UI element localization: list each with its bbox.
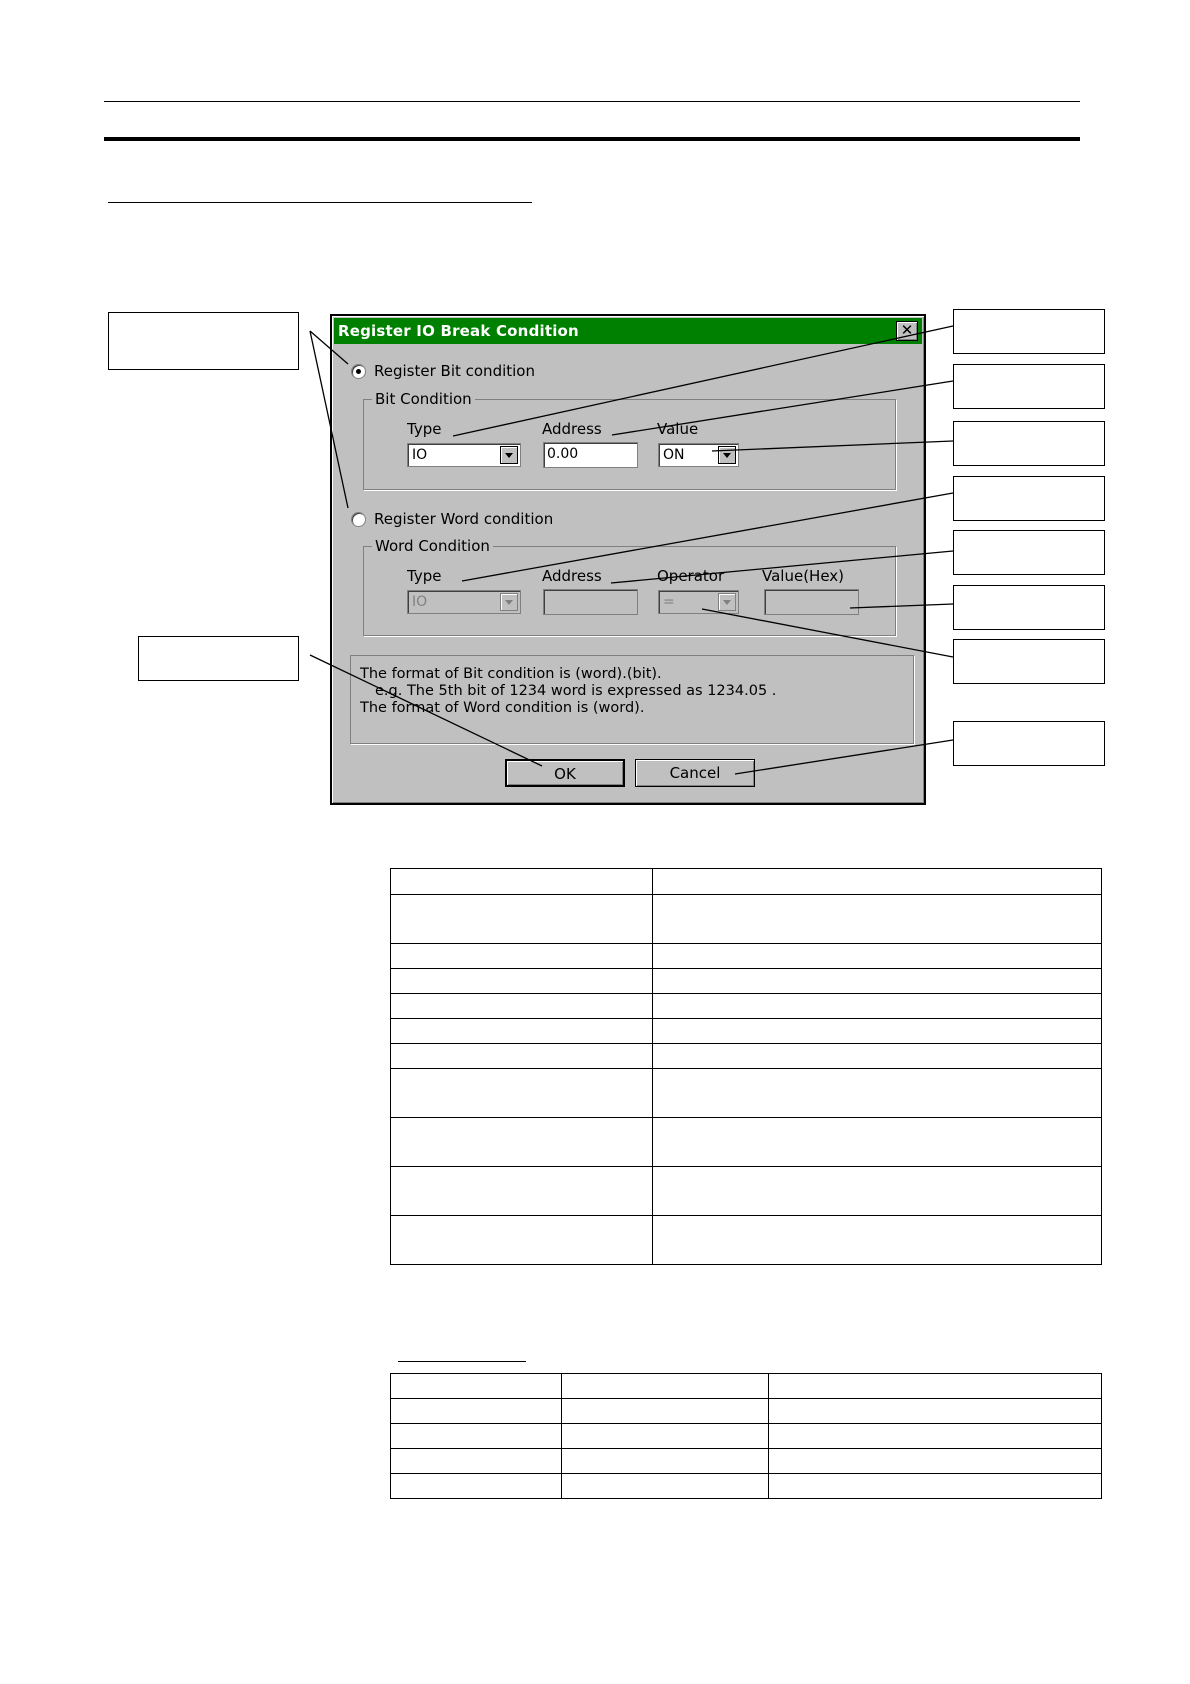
- callout-word-value: [953, 585, 1105, 630]
- bit-condition-group-label: Bit Condition: [372, 390, 475, 408]
- table-row: [391, 1044, 1102, 1069]
- info-line-3: The format of Word condition is (word).: [360, 700, 645, 716]
- close-icon: ✕: [900, 321, 914, 339]
- word-valuehex-input[interactable]: [764, 589, 859, 615]
- table-row: [391, 994, 1102, 1019]
- bit-type-label: Type: [407, 420, 442, 438]
- chevron-down-icon[interactable]: [718, 593, 736, 611]
- callout-bit-type: [953, 309, 1105, 354]
- info-line-1: The format of Bit condition is (word).(bit).: [360, 666, 662, 682]
- bit-value-select[interactable]: [658, 443, 739, 467]
- dialog-title: Register IO Break Condition: [338, 322, 579, 340]
- callout-bit-address: [953, 364, 1105, 409]
- table-row: [391, 895, 1102, 944]
- register-io-break-dialog: [330, 314, 926, 805]
- chevron-down-icon[interactable]: [500, 446, 518, 464]
- bit-condition-radio-label[interactable]: Register Bit condition: [374, 362, 535, 380]
- header-rule-thick: [104, 137, 1080, 141]
- table-row: [391, 1118, 1102, 1167]
- table-row: [391, 1167, 1102, 1216]
- word-operator-select[interactable]: [658, 590, 739, 614]
- table-row: [391, 869, 1102, 895]
- callout-word-address: [953, 530, 1105, 575]
- word-valuehex-label: Value(Hex): [762, 567, 845, 585]
- table-row: [391, 969, 1102, 994]
- callout-radio-select: [108, 312, 299, 370]
- callout-bit-value: [953, 421, 1105, 466]
- word-address-input[interactable]: [543, 589, 638, 615]
- table-row: [391, 1216, 1102, 1265]
- table-row: [391, 1424, 1102, 1449]
- bit-type-value: IO: [412, 447, 428, 463]
- bit-address-input[interactable]: [543, 442, 638, 468]
- subheading-underline: [398, 1361, 526, 1362]
- bit-address-value: 0.00: [547, 446, 579, 462]
- section-heading-underline: [108, 202, 532, 203]
- callout-word-type: [953, 476, 1105, 521]
- table-row: [391, 1019, 1102, 1044]
- chevron-down-icon[interactable]: [500, 593, 518, 611]
- table-row: [391, 944, 1102, 969]
- word-address-label: Address: [542, 567, 602, 585]
- callout-word-operator: [953, 639, 1105, 684]
- description-table: [390, 868, 1102, 1265]
- bit-value-value: ON: [663, 447, 685, 463]
- format-info-panel: [350, 655, 914, 744]
- radio-selected-dot: [356, 369, 361, 374]
- callout-cancel: [953, 721, 1105, 766]
- chevron-down-icon[interactable]: [718, 446, 736, 464]
- callout-ok: [138, 636, 299, 681]
- header-rule-thin: [104, 101, 1080, 102]
- word-type-value: IO: [412, 594, 428, 610]
- bit-condition-radio[interactable]: [351, 364, 366, 379]
- operator-table: [390, 1373, 1102, 1499]
- word-condition-group-label: Word Condition: [372, 537, 493, 555]
- ok-button[interactable]: OK: [505, 759, 625, 787]
- word-operator-value: =: [663, 594, 675, 610]
- word-type-select[interactable]: [407, 590, 521, 614]
- close-button[interactable]: [896, 321, 918, 341]
- word-condition-radio[interactable]: [351, 512, 366, 527]
- bit-value-label: Value: [657, 420, 699, 438]
- info-line-2: e.g. The 5th bit of 1234 word is expressed as 1234.05 .: [375, 683, 777, 699]
- word-operator-label: Operator: [657, 567, 725, 585]
- table-row: [391, 1374, 1102, 1399]
- bit-address-label: Address: [542, 420, 602, 438]
- word-condition-radio-label[interactable]: Register Word condition: [374, 510, 554, 528]
- table-row: [391, 1069, 1102, 1118]
- table-row: [391, 1474, 1102, 1499]
- table-row: [391, 1399, 1102, 1424]
- cancel-button[interactable]: Cancel: [635, 759, 755, 787]
- table-row: [391, 1449, 1102, 1474]
- dialog-titlebar: [334, 318, 922, 344]
- bit-type-select[interactable]: [407, 443, 521, 467]
- word-type-label: Type: [407, 567, 442, 585]
